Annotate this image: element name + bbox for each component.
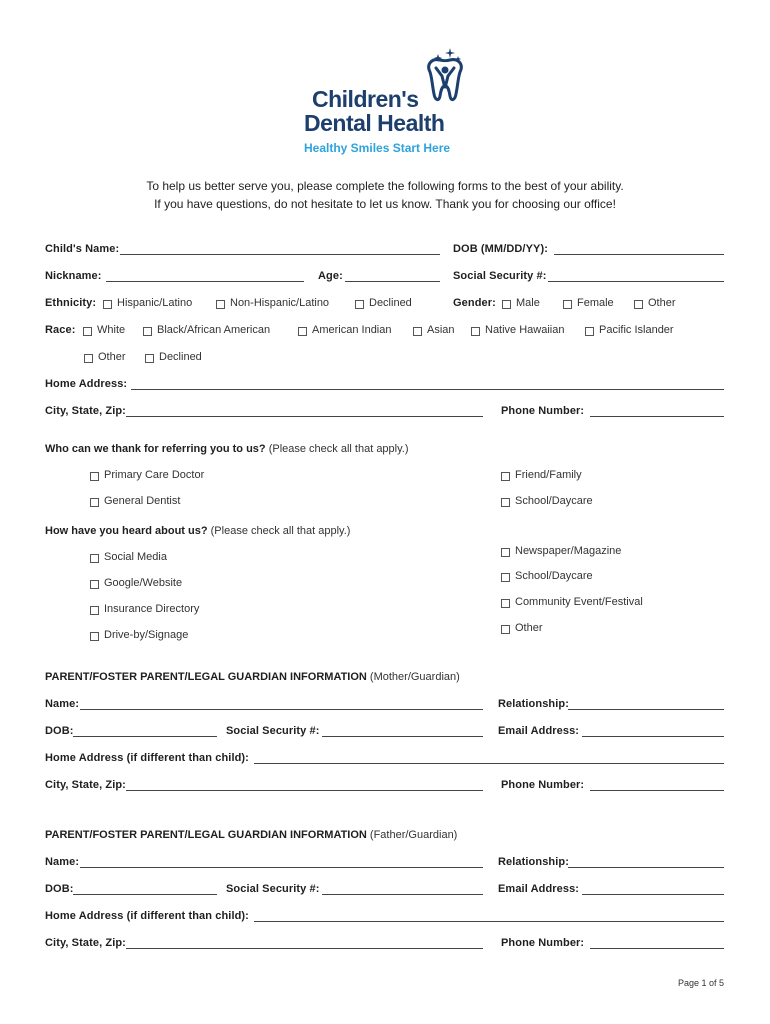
race-checkbox[interactable] [143, 327, 152, 336]
referral-question: Who can we thank for referring you to us? [45, 443, 266, 455]
mother-heading-title: PARENT/FOSTER PARENT/LEGAL GUARDIAN INFORMATION [45, 671, 367, 683]
phone-label: Phone Number: [501, 405, 585, 417]
race-label: Race: [45, 324, 76, 336]
intro-line2: If you have questions, do not hesitate to let us know. Thank you for choosing our office! [154, 197, 616, 211]
home-address-label: Home Address: [45, 378, 128, 390]
gender-option: Male [516, 297, 540, 309]
gender-option: Other [648, 297, 676, 309]
tooth-child-icon [420, 44, 470, 116]
father-dob-label: DOB: [45, 883, 74, 895]
father-email-field[interactable] [582, 894, 724, 895]
race-option: Black/African American [157, 324, 271, 336]
father-heading-title: PARENT/FOSTER PARENT/LEGAL GUARDIAN INFORMATION [45, 829, 367, 841]
race-option: American Indian [312, 324, 392, 336]
mother-dob-field[interactable] [73, 736, 217, 737]
father-city-label: City, State, Zip: [45, 937, 126, 949]
logo-tagline: Healthy Smiles Start Here [304, 141, 451, 155]
heard-checkbox[interactable] [90, 632, 99, 641]
father-heading [45, 829, 457, 841]
referral-checkbox[interactable] [90, 498, 99, 507]
city-label: City, State, Zip: [45, 405, 126, 417]
heard-option: Newspaper/Magazine [515, 545, 622, 557]
heard-checkbox[interactable] [501, 599, 510, 608]
page-number: Page 1 of 5 [677, 978, 724, 988]
father-name-field[interactable] [80, 867, 483, 868]
heard-option: Community Event/Festival [515, 596, 643, 608]
gender-checkbox[interactable] [634, 300, 643, 309]
father-dob-field[interactable] [73, 894, 217, 895]
nickname-label: Nickname: [45, 270, 102, 282]
child-dob-label: DOB (MM/DD/YY): [453, 243, 548, 255]
father-city-field[interactable] [126, 948, 483, 949]
mother-heading-sub: (Mother/Guardian) [369, 671, 460, 683]
referral-checkbox[interactable] [90, 472, 99, 481]
age-label: Age: [318, 270, 343, 282]
mother-relationship-label: Relationship: [498, 698, 569, 710]
mother-email-label: Email Address: [498, 725, 580, 737]
heard-option: Social Media [104, 551, 167, 563]
race-checkbox[interactable] [84, 354, 93, 363]
race-option: Pacific Islander [599, 324, 674, 336]
referral-checkbox[interactable] [501, 498, 510, 507]
ethnicity-checkbox[interactable] [103, 300, 112, 309]
race-checkbox[interactable] [83, 327, 92, 336]
referral-option: General Dentist [104, 495, 181, 507]
ethnicity-checkbox[interactable] [355, 300, 364, 309]
race-checkbox[interactable] [471, 327, 480, 336]
ethnicity-option: Hispanic/Latino [117, 297, 193, 309]
race-option: Native Hawaiian [485, 324, 565, 336]
heard-option: Other [515, 622, 543, 634]
ethnicity-label: Ethnicity: [45, 297, 97, 309]
mother-email-field[interactable] [582, 736, 724, 737]
father-heading-sub: (Father/Guardian) [369, 829, 458, 841]
logo-line1: Children's [312, 86, 419, 112]
race-option: Declined [159, 351, 202, 363]
father-relationship-label: Relationship: [498, 856, 569, 868]
father-home-field[interactable] [254, 921, 724, 922]
child-ssn-field[interactable] [548, 281, 724, 282]
mother-heading [45, 671, 460, 683]
gender-label: Gender: [453, 297, 496, 309]
heard-checkbox[interactable] [501, 548, 510, 557]
child-ssn-label: Social Security #: [453, 270, 547, 282]
age-field[interactable] [345, 281, 440, 282]
mother-dob-label: DOB: [45, 725, 74, 737]
referral-option: School/Daycare [515, 495, 593, 507]
race-checkbox[interactable] [585, 327, 594, 336]
home-address-field[interactable] [131, 389, 724, 390]
father-relationship-field[interactable] [568, 867, 724, 868]
father-email-label: Email Address: [498, 883, 580, 895]
ethnicity-option: Declined [369, 297, 412, 309]
heard-checkbox[interactable] [90, 554, 99, 563]
logo-line2: Dental Health [304, 110, 445, 136]
heard-question: How have you heard about us? [45, 525, 208, 537]
referral-checkbox[interactable] [501, 472, 510, 481]
referral-option: Friend/Family [515, 469, 582, 481]
heard-checkbox[interactable] [90, 580, 99, 589]
father-name-label: Name: [45, 856, 80, 868]
race-checkbox[interactable] [145, 354, 154, 363]
mother-name-field[interactable] [80, 709, 483, 710]
gender-checkbox[interactable] [502, 300, 511, 309]
heard-checkbox[interactable] [90, 606, 99, 615]
intro-line1: To help us better serve you, please complete the following forms to the best of your ability. [146, 179, 624, 193]
heard-option: School/Daycare [515, 570, 593, 582]
city-field[interactable] [126, 416, 483, 417]
father-home-label: Home Address (if different than child): [45, 910, 249, 922]
father-ssn-field[interactable] [322, 894, 483, 895]
race-checkbox[interactable] [298, 327, 307, 336]
mother-city-label: City, State, Zip: [45, 779, 126, 791]
ethnicity-option: Non-Hispanic/Latino [230, 297, 330, 309]
heard-note: (Please check all that apply.) [210, 525, 351, 537]
gender-option: Female [577, 297, 614, 309]
child-name-field[interactable] [120, 254, 440, 255]
referral-heading [45, 443, 409, 455]
child-name-label: Child's Name: [45, 243, 120, 255]
mother-home-field[interactable] [254, 763, 724, 764]
ethnicity-checkbox[interactable] [216, 300, 225, 309]
phone-field[interactable] [590, 416, 724, 417]
mother-name-label: Name: [45, 698, 80, 710]
mother-ssn-field[interactable] [322, 736, 483, 737]
nickname-field[interactable] [106, 281, 304, 282]
mother-ssn-label: Social Security #: [226, 725, 320, 737]
gender-checkbox[interactable] [563, 300, 572, 309]
referral-option: Primary Care Doctor [104, 469, 205, 481]
race-option: White [97, 324, 126, 336]
father-ssn-label: Social Security #: [226, 883, 320, 895]
mother-phone-label: Phone Number: [501, 779, 585, 791]
heard-checkbox[interactable] [501, 573, 510, 582]
mother-phone-field[interactable] [590, 790, 724, 791]
race-checkbox[interactable] [413, 327, 422, 336]
heard-option: Insurance Directory [104, 603, 200, 615]
referral-note: (Please check all that apply.) [268, 443, 409, 455]
heard-option: Google/Website [104, 577, 183, 589]
heard-heading [45, 525, 350, 537]
mother-city-field[interactable] [126, 790, 483, 791]
father-phone-label: Phone Number: [501, 937, 585, 949]
race-option: Other [98, 351, 126, 363]
mother-home-label: Home Address (if different than child): [45, 752, 249, 764]
race-option: Asian [427, 324, 455, 336]
child-dob-field[interactable] [554, 254, 724, 255]
mother-relationship-field[interactable] [568, 709, 724, 710]
heard-option: Drive-by/Signage [104, 629, 189, 641]
father-phone-field[interactable] [590, 948, 724, 949]
heard-checkbox[interactable] [501, 625, 510, 634]
